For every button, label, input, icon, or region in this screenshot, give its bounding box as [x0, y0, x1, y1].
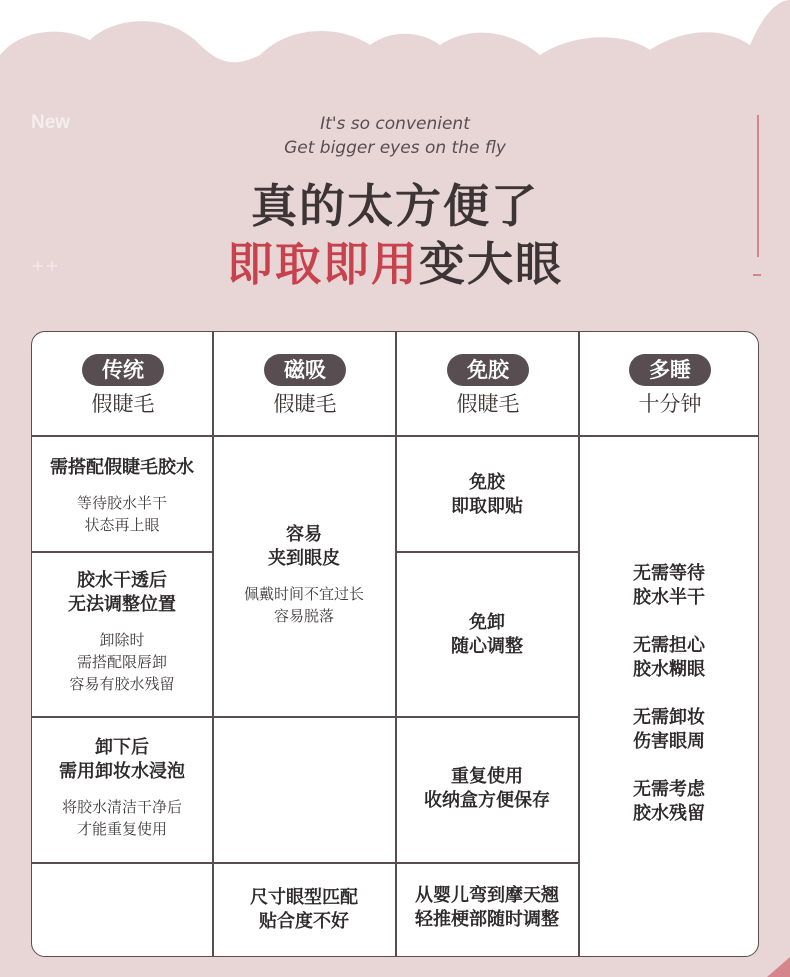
title-rest: 变大眼: [419, 237, 563, 291]
title-highlight: 即取即用: [227, 237, 419, 291]
row-divider: [32, 862, 213, 864]
glueless-cell-4: [396, 884, 578, 932]
cell-main-text: 胶水干透后: [77, 570, 167, 591]
magnetic-cell-2: [213, 886, 395, 934]
cell-note: [32, 492, 212, 536]
header-pill: 传统: [82, 354, 164, 386]
glueless-cell-1: [396, 471, 578, 519]
cloud-header-decoration: [0, 0, 790, 100]
cell-note-line: 状态再上眼: [84, 516, 160, 534]
cell-main-text: 胶水残留: [633, 803, 705, 824]
cell-main-text: 夹到眼皮: [268, 548, 340, 569]
row-divider: [396, 716, 579, 718]
cell-note-line: 需搭配限唇卸: [76, 653, 167, 671]
traditional-cell-1: [32, 456, 212, 536]
traditional-cell-3: [32, 736, 212, 840]
row-divider: [396, 862, 579, 864]
cell-main-text: 卸下后: [95, 737, 149, 758]
cell-main-text: 尺寸眼型匹配: [250, 887, 358, 908]
row-divider: [213, 862, 396, 864]
benefit-block: [580, 562, 758, 610]
header-traditional: [32, 354, 214, 418]
header-sub: 假睫毛: [456, 392, 520, 416]
header-magnetic: [214, 354, 396, 418]
cell-main-text: 伤害眼周: [633, 731, 705, 752]
plus-mark: ++: [31, 256, 60, 275]
row-divider: [32, 551, 213, 553]
header-pill: 多睡: [629, 354, 711, 386]
cell-main-text: 即取即贴: [451, 496, 523, 517]
header-divider: [32, 435, 758, 437]
title-line-2: [0, 228, 790, 294]
cell-note-line: 将胶水清洁干净后: [61, 798, 182, 816]
cell-main-text: 无需考虑: [633, 779, 705, 800]
header-pill: 磁吸: [264, 354, 346, 386]
cell-main-text: 需搭配假睫毛胶水: [50, 457, 194, 478]
magnetic-cell-1: [213, 523, 395, 627]
header-sub: 十分钟: [638, 392, 702, 416]
header-pill: 免胶: [447, 354, 529, 386]
cell-note-line: 卸除时: [99, 631, 145, 649]
cell-main-text: 胶水糊眼: [633, 659, 705, 680]
cell-main-text: 无需担心: [633, 635, 705, 656]
row-divider: [213, 716, 396, 718]
benefit-block: [580, 706, 758, 754]
cell-main-text: 轻推梗部随时调整: [415, 909, 559, 930]
cell-note: [213, 583, 395, 627]
row-divider: [32, 716, 213, 718]
comparison-table: [31, 331, 759, 957]
cell-main-text: 重复使用: [451, 766, 523, 787]
cell-note: [32, 629, 212, 695]
cell-main-text: 随心调整: [451, 636, 523, 657]
cell-main-text: 收纳盒方便保存: [424, 790, 550, 811]
header-sleep: [579, 354, 759, 418]
row-divider: [396, 551, 579, 553]
cell-main-text: 需用卸妆水浸泡: [59, 761, 185, 782]
glueless-cell-2: [396, 611, 578, 659]
cell-main-text: 无需卸妆: [633, 707, 705, 728]
header-sub: 假睫毛: [273, 392, 337, 416]
cell-main-text: 无需等待: [633, 563, 705, 584]
cell-main-text: 无法调整位置: [68, 594, 176, 615]
cell-main-text: 容易: [286, 524, 322, 545]
cell-main-text: 胶水半干: [633, 587, 705, 608]
cell-note-line: 佩戴时间不宜过长: [243, 585, 364, 603]
header-sub: 假睫毛: [91, 392, 155, 416]
english-subtitle-1: It's so convenient: [320, 114, 470, 134]
cell-main-text: 免胶: [469, 472, 505, 493]
cell-note-line: 等待胶水半干: [76, 494, 167, 512]
cell-note-line: 容易有胶水残留: [69, 675, 175, 693]
cell-note-line: 才能重复使用: [76, 820, 167, 838]
cell-main-text: 从婴儿弯到摩天翘: [415, 885, 559, 906]
title-line-1: 真的太方便了: [251, 179, 539, 233]
new-tag: New: [31, 112, 71, 133]
benefit-block: [580, 634, 758, 682]
cell-main-text: 贴合度不好: [259, 911, 349, 932]
corner-decoration: [767, 957, 790, 977]
glueless-cell-3: [396, 765, 578, 813]
sleep-cell: [580, 562, 758, 826]
traditional-cell-2: [32, 569, 212, 695]
benefit-block: [580, 778, 758, 826]
cell-note-line: 容易脱落: [273, 607, 334, 625]
cell-main-text: 免卸: [469, 612, 505, 633]
cell-note: [32, 796, 212, 840]
header-glueless: [397, 354, 579, 418]
english-subtitle-2: Get bigger eyes on the fly: [284, 138, 506, 158]
